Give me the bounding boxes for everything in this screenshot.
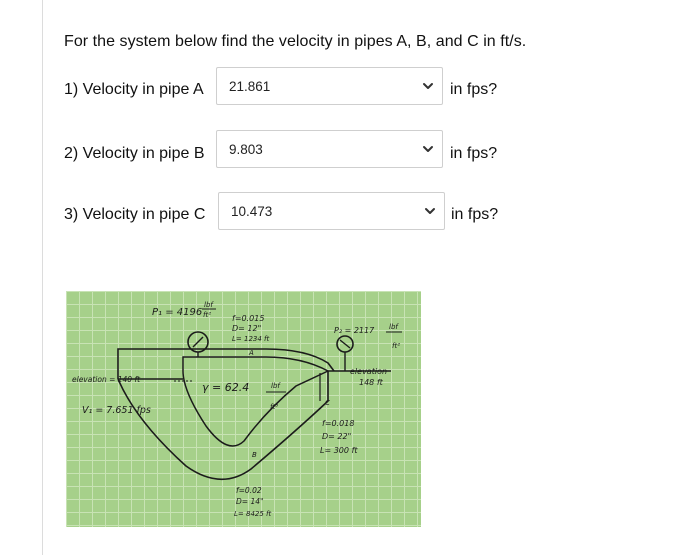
select-pipe-c-value: 10.473 [231, 204, 273, 219]
pipe-c-f: f=0.018 [322, 419, 355, 428]
label-b: B [252, 451, 257, 459]
elevation-right-1: elevation [350, 367, 388, 376]
gamma-label: γ = 62.4 [202, 381, 250, 394]
label-pipe-c: 3) Velocity in pipe C [64, 206, 206, 223]
left-divider [42, 0, 43, 555]
elevation-right-2: 148 ft [359, 378, 383, 387]
p2-label: P₂ = 2117 [334, 326, 375, 335]
unit-pipe-b: in fps? [450, 145, 498, 162]
pipe-a-top-outer [118, 349, 334, 379]
select-pipe-a-value: 21.861 [229, 79, 271, 94]
row-pipe-a [64, 71, 204, 109]
chevron-down-icon [422, 144, 434, 154]
pipe-b-l: L= 8425 ft [234, 510, 272, 518]
pipe-b-d: D= 14" [236, 497, 264, 506]
p1-label: P₁ = 4196 [152, 307, 203, 318]
gamma-unit-num: lbf [271, 382, 280, 390]
label-pipe-a: 1) Velocity in pipe A [64, 81, 204, 98]
pipe-a-d: D= 12" [232, 324, 262, 333]
p1-unit-den: ft² [203, 311, 212, 319]
row-pipe-b [64, 135, 205, 173]
pipe-c-d: D= 22" [322, 432, 352, 441]
question-text: For the system below find the velocity in pipes A, B, and C in ft/s. [64, 33, 527, 50]
select-pipe-c[interactable] [218, 192, 445, 230]
pipe-a-inner [183, 357, 328, 371]
gamma-unit-den: ft³ [270, 403, 279, 411]
label-a: A [249, 349, 254, 357]
select-pipe-a[interactable] [216, 67, 443, 105]
label-c: C [325, 399, 330, 407]
pipe-c-l: L= 300 ft [320, 446, 358, 455]
v1-label: V₁ = 7.651 fps [82, 405, 151, 416]
select-pipe-b[interactable] [216, 130, 443, 168]
unit-pipe-c: in fps? [451, 206, 499, 223]
chevron-down-icon [422, 81, 434, 91]
label-pipe-b: 2) Velocity in pipe B [64, 145, 205, 162]
elevation-left: elevation = 140 ft [72, 375, 141, 384]
p1-unit-num: lbf [204, 301, 213, 309]
pipe-system-figure [66, 291, 421, 527]
row-pipe-c [64, 196, 205, 234]
select-pipe-b-value: 9.803 [229, 142, 263, 157]
pipe-a-l: L= 1234 ft [232, 335, 270, 343]
p2-unit-num: lbf [389, 323, 398, 331]
pipe-a-f: f=0.015 [232, 314, 265, 323]
pipe-system-drawing [66, 291, 421, 527]
p2-unit-den: ft² [392, 342, 401, 350]
pipe-b-f: f=0.02 [236, 486, 262, 495]
chevron-down-icon [424, 206, 436, 216]
unit-pipe-a: in fps? [450, 81, 498, 98]
